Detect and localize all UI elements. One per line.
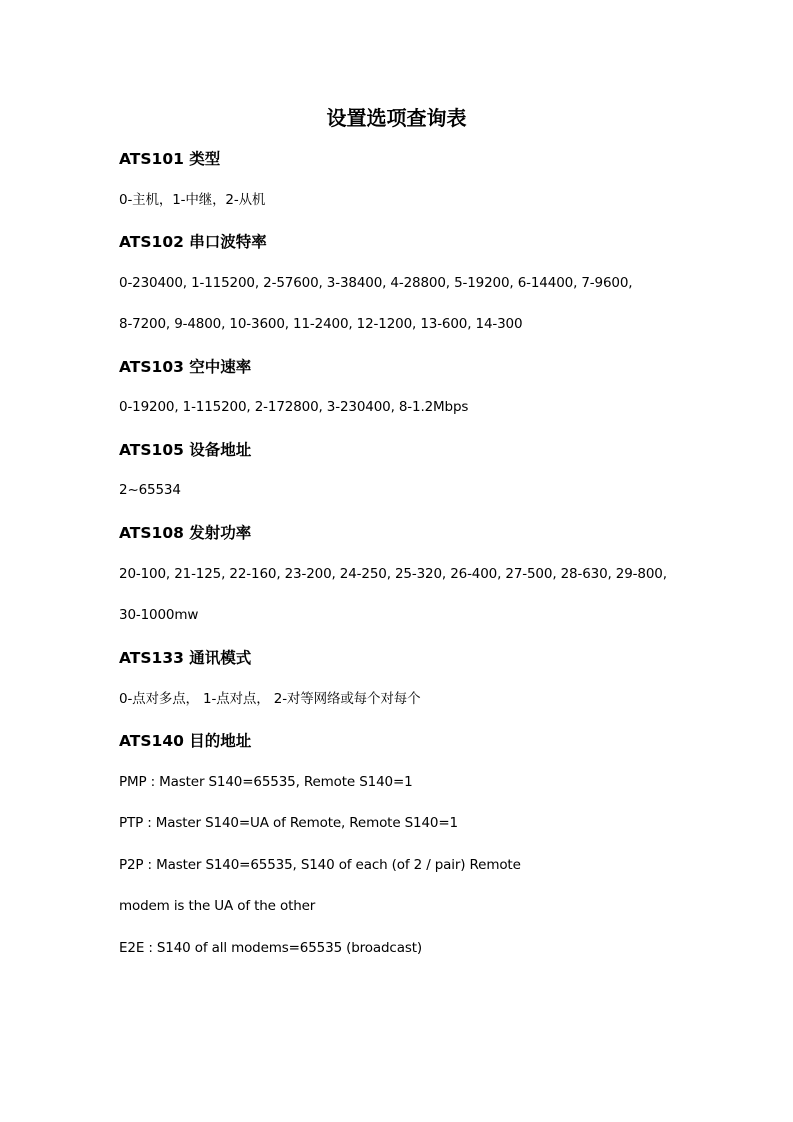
section-heading-ats133: ATS133 通讯模式 — [119, 649, 252, 667]
section-line: P2P : Master S140=65535, S140 of each (of 2 / pair) Remote — [119, 857, 521, 873]
section-line: 30-1000mw — [119, 607, 199, 623]
section-line: PMP : Master S140=65535, Remote S140=1 — [119, 774, 413, 790]
section-line: 0-点对多点， 1-点对点， 2-对等网络或每个对每个 — [119, 691, 421, 707]
section-line: 20-100, 21-125, 22-160, 23-200, 24-250, 25-320, 26-400, 27-500, 28-630, 29-800, — [119, 566, 667, 582]
section-line: 8-7200, 9-4800, 10-3600, 11-2400, 12-1200, 13-600, 14-300 — [119, 316, 523, 332]
document-title: 设置选项查询表 — [326, 106, 467, 130]
section-line: modem is the UA of the other — [119, 898, 316, 914]
section-heading-ats105: ATS105 设备地址 — [119, 441, 252, 459]
section-line: 0-19200, 1-115200, 2-172800, 3-230400, 8-1.2Mbps — [119, 399, 469, 415]
section-line: PTP : Master S140=UA of Remote, Remote S140=1 — [119, 815, 458, 831]
section-heading-ats140: ATS140 目的地址 — [119, 732, 252, 750]
section-line: 2~65534 — [119, 482, 181, 498]
section-heading-ats108: ATS108 发射功率 — [119, 524, 252, 542]
section-heading-ats102: ATS102 串口波特率 — [119, 233, 267, 251]
section-line: 0-主机，1-中继，2-从机 — [119, 192, 266, 208]
section-heading-ats101: ATS101 类型 — [119, 150, 221, 168]
section-line: E2E : S140 of all modems=65535 (broadcast) — [119, 940, 422, 956]
section-line: 0-230400, 1-115200, 2-57600, 3-38400, 4-28800, 5-19200, 6-14400, 7-9600, — [119, 275, 633, 291]
section-heading-ats103: ATS103 空中速率 — [119, 358, 252, 376]
